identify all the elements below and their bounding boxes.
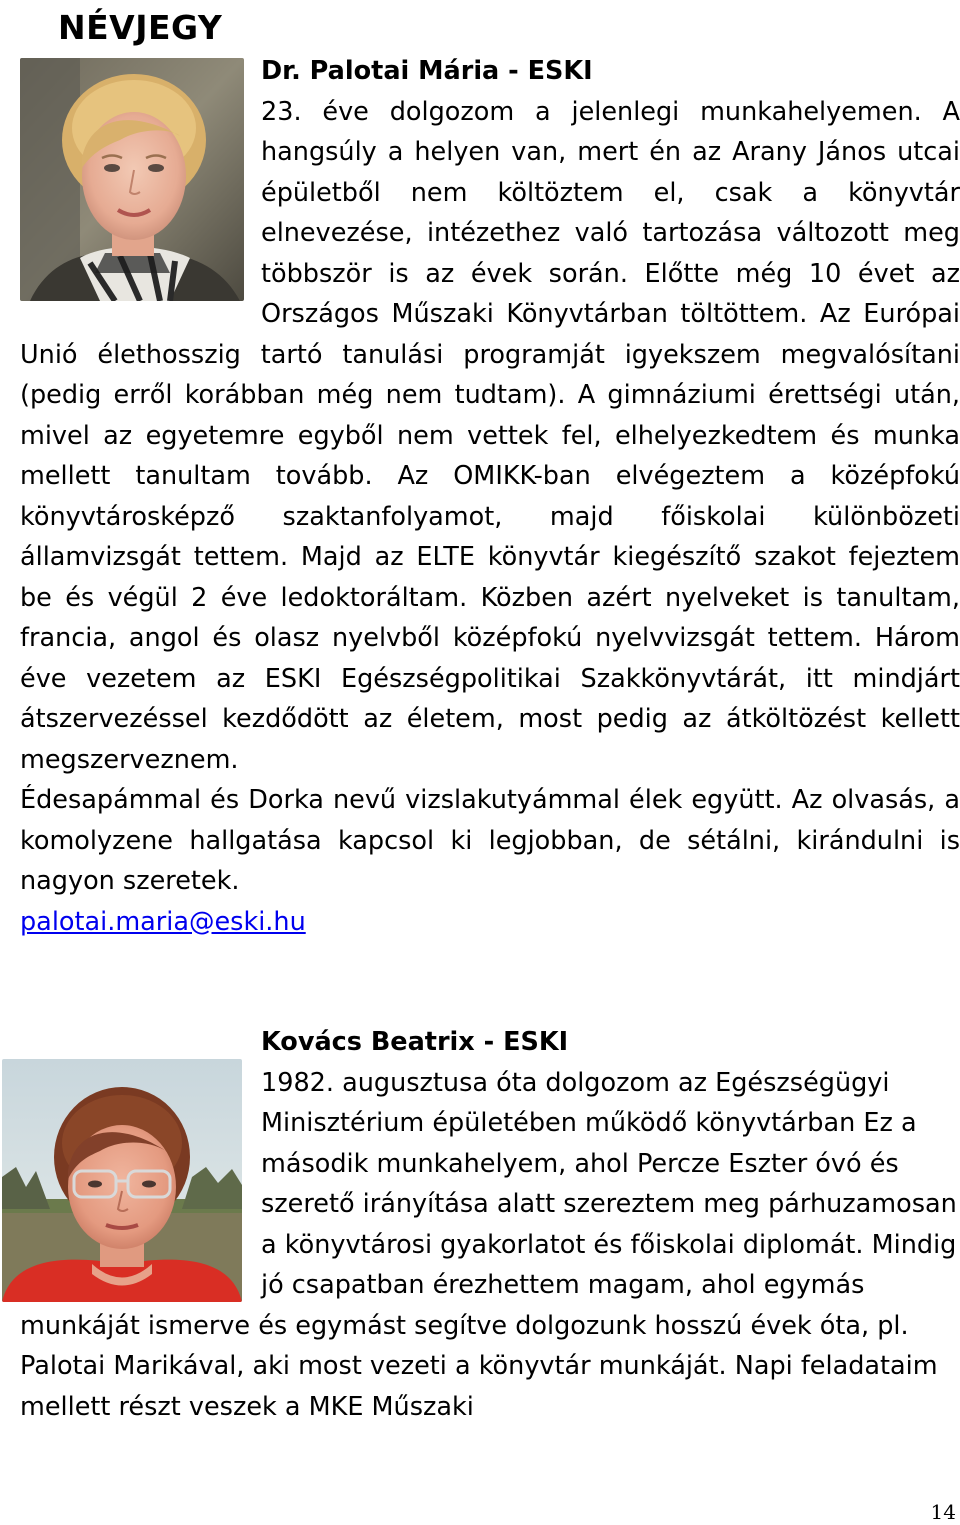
profile-palotai (20, 51, 960, 942)
photo-spacer (20, 51, 261, 334)
profile-name: Dr. Palotai Mária - ESKI (261, 56, 593, 86)
profile-name: Kovács Beatrix - ESKI (261, 1027, 569, 1057)
photo-spacer (20, 1022, 261, 1305)
page-number: 14 (930, 1500, 956, 1524)
profile-bio-paragraph: 23. éve dolgozom a jelenlegi munkahelyemen. A hangsúly a helyen van, mert én az Arany János utcai épületből nem költöztem el, csak a könyvtár elnevezése, intézethez való tartozása változott meg többször is az évek során. Előtte még 10 évet az Országos Műszaki Könyvtárban töltöttem. Az Európai Unió élethosszig tartó tanulási programját igyekszem megvalósítani (pedig erről korábban még nem tudtam). A gimnáziumi érettségi után, mivel az egyetemre egyből nem vettek fel, elhelyezkedtem és munka mellett tanultam tovább. Az OMIKK-ban elvégeztem a középfokú könyvtárosképző szaktanfolyamot, majd főiskolai különbözeti államvizsgát tettem. Majd az ELTE könyvtár kiegészítő szakot fejeztem be és végül 2 éve ledoktoráltam. Közben azért nyelveket is tanultam, francia, angol és olasz nyelvből középfokú nyelvvizsgát tettem. Három éve vezetem az ESKI Egészségpolitikai Szakkönyvtárát, itt mindjárt átszervezéssel kezdődött az életem, most pedig az átköltözést kellett megszerveznem. (20, 96, 960, 775)
profile-bio-paragraph: Édesapámmal és Dorka nevű vizslakutyámmal élek együtt. Az olvasás, a komolyzene hallgatása kapcsol ki legjobban, de sétálni, kirándulni is nagyon szeretek. (20, 785, 960, 896)
profile-kovacs (20, 1022, 960, 1427)
email-link[interactable]: palotai.maria@eski.hu (20, 906, 306, 937)
page-heading: NÉVJEGY (58, 8, 223, 47)
profile-bio-paragraph: 1982. augusztusa óta dolgozom az Egészségügyi Minisztérium épületében működő könyvtárban Ez a második munkahelyem, ahol Percze Eszter óvó és szerető irányítása alatt szereztem meg párhuzamosan a könyvtárosi gyakorlatot és főiskolai diplomát. Mindig jó csapatban érezhettem magam, ahol egymás munkáját ismerve és egymást segítve dolgozunk hosszú évek óta, pl. Palotai Marikával, aki most vezeti a könyvtár munkáját. Napi feladataim mellett részt veszek a MKE Műszaki (20, 1067, 957, 1422)
